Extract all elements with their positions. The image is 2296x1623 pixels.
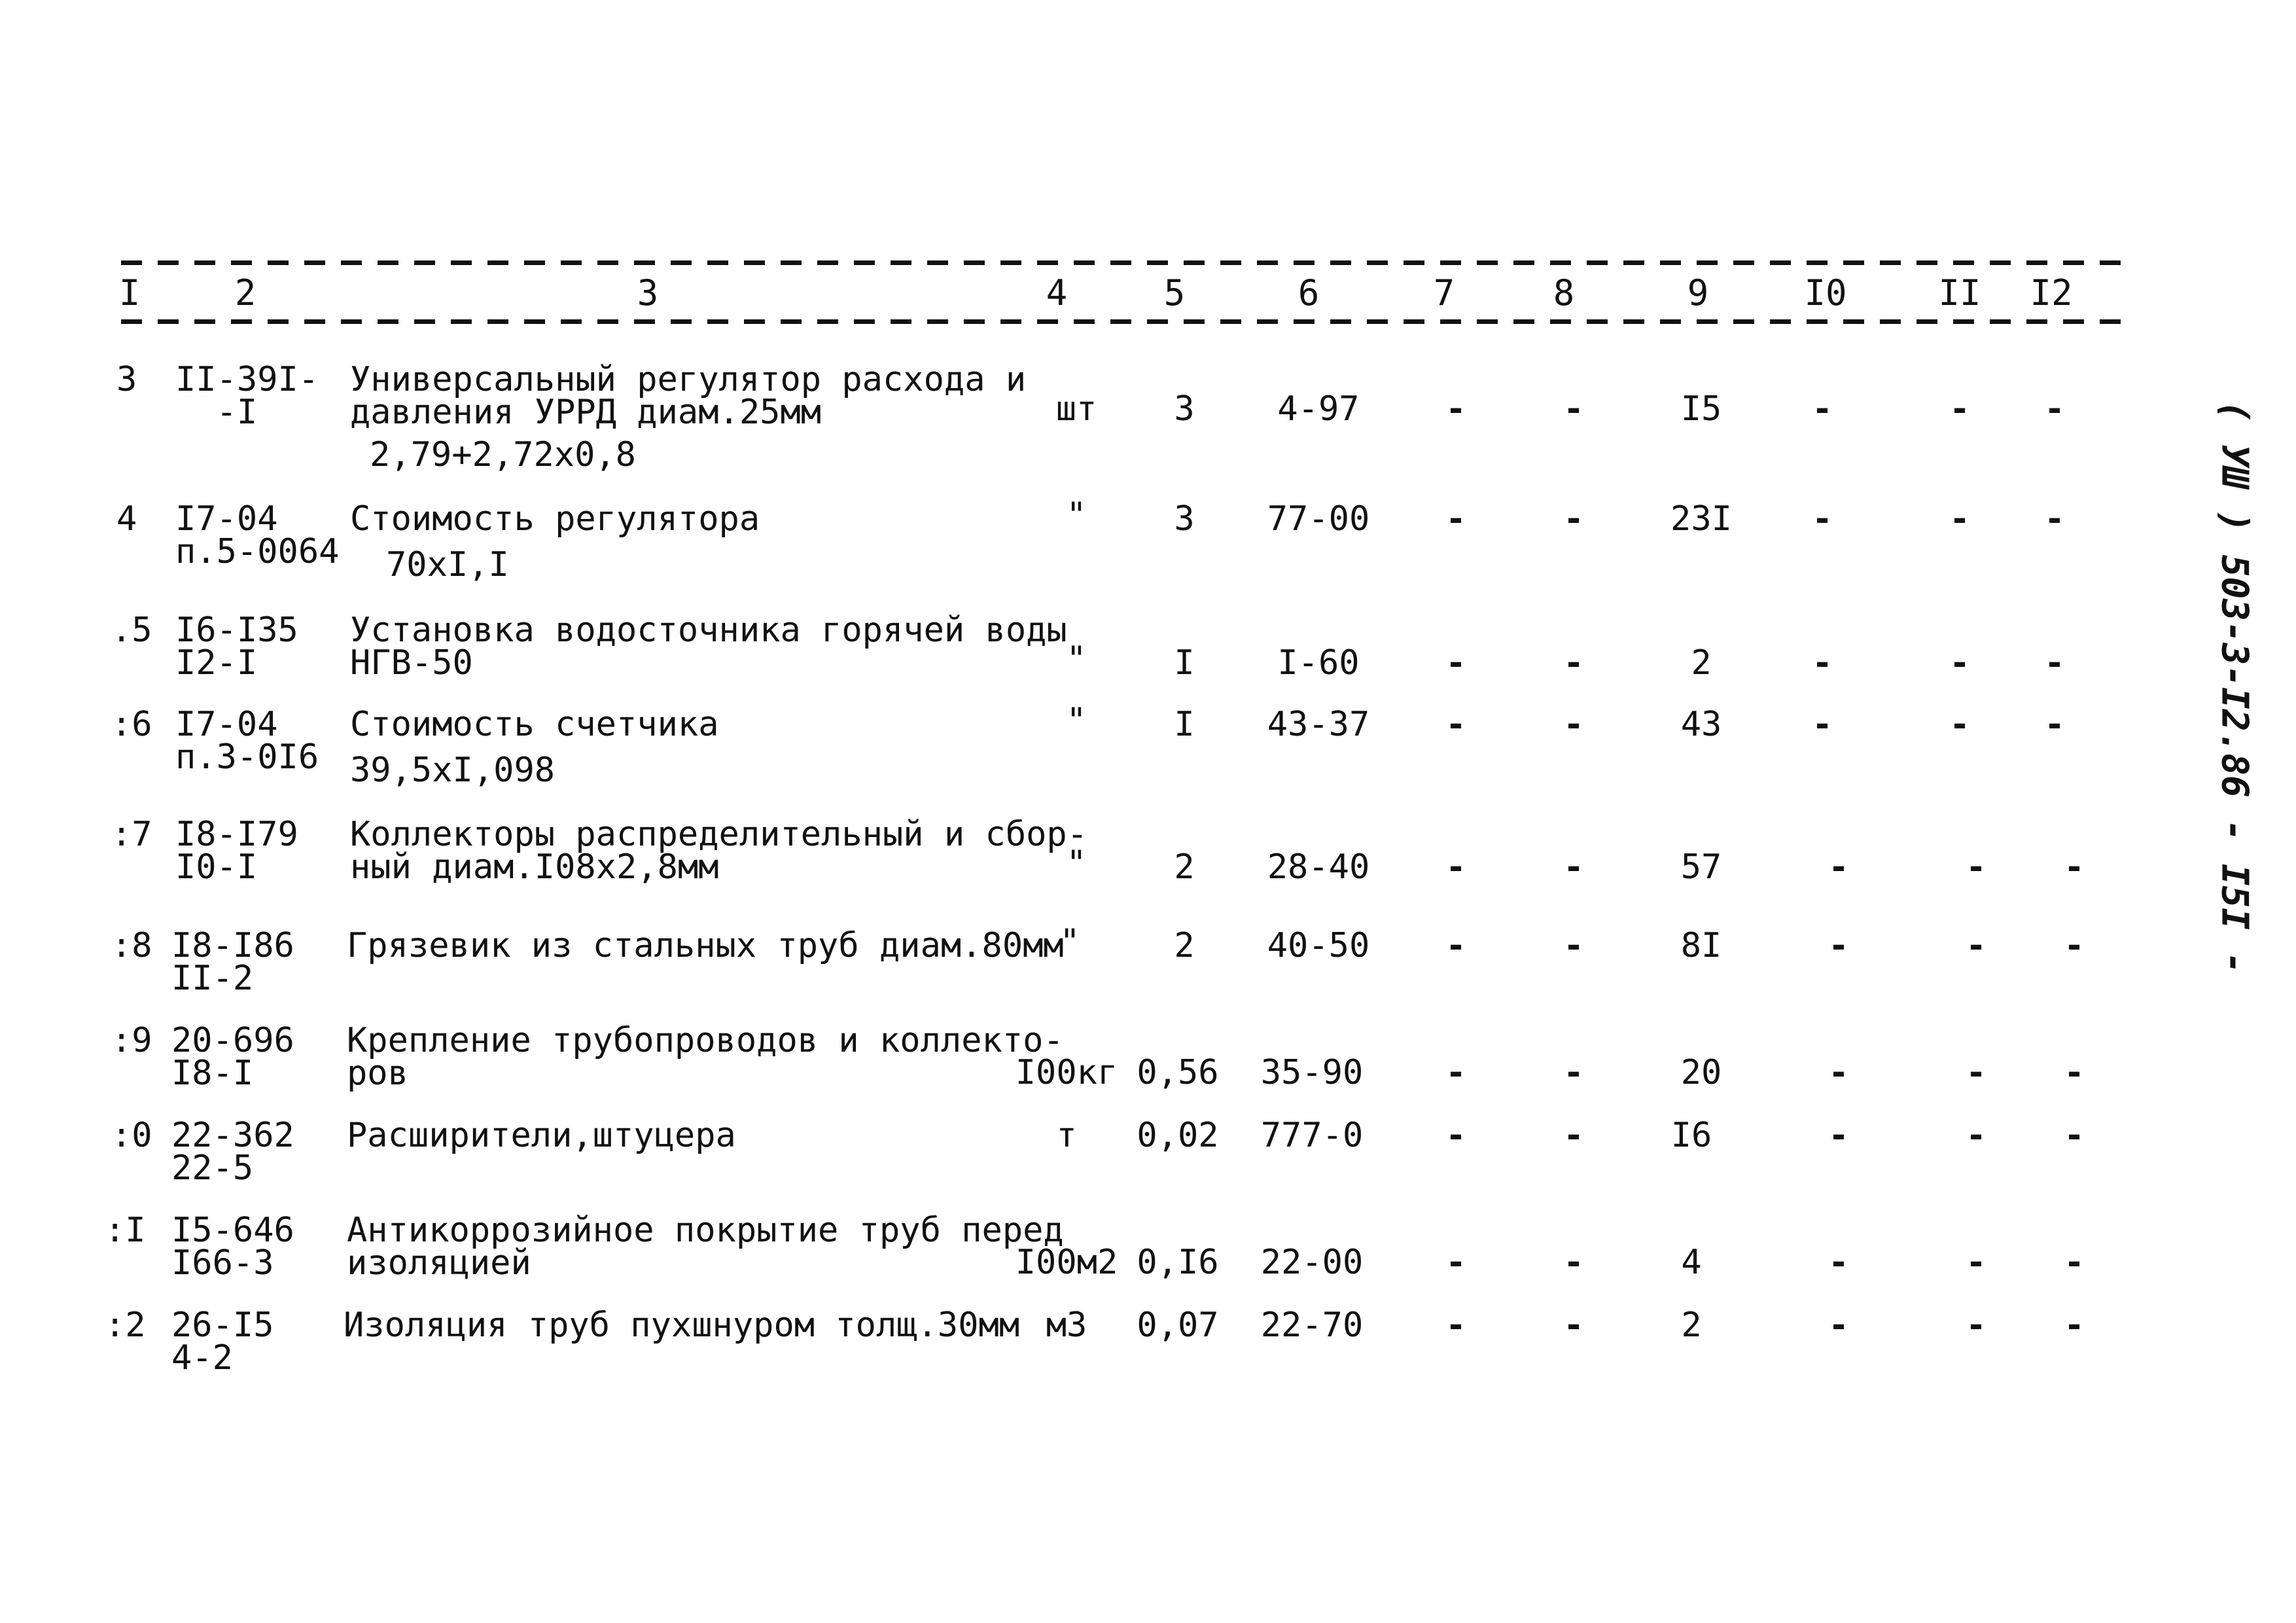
row-col12: - xyxy=(2064,847,2085,887)
column-header-7: 7 xyxy=(1433,272,1455,313)
row-unit: шт xyxy=(1055,389,1097,429)
row-unit-price: 22-00 xyxy=(1260,1243,1364,1282)
row-col8: - xyxy=(1563,705,1584,744)
row-unit: м3 xyxy=(1046,1306,1087,1345)
row-total: I5 xyxy=(1680,389,1722,429)
row-number: :I xyxy=(105,1211,146,1250)
row-number: :9 xyxy=(111,1021,152,1060)
row-col7: - xyxy=(1445,1306,1466,1345)
row-description: Коллекторы распределительный и сбор- ный диам.I08x2,8мм xyxy=(350,815,1088,887)
row-col10: - xyxy=(1828,1116,1849,1155)
row-col8: - xyxy=(1563,1243,1584,1282)
row-total: 8I xyxy=(1680,926,1722,965)
row-col11: - xyxy=(1949,705,1970,744)
row-col7: - xyxy=(1445,643,1466,683)
row-col11: - xyxy=(1966,847,1987,887)
row-col11: - xyxy=(1949,499,1970,539)
row-unit-price: 35-90 xyxy=(1260,1053,1364,1092)
row-col10: - xyxy=(1828,1243,1849,1282)
row-col7: - xyxy=(1445,1243,1466,1282)
row-col10: - xyxy=(1828,1306,1849,1345)
row-unit: " xyxy=(1066,701,1087,740)
row-calculation: 70xI,I xyxy=(386,545,509,584)
row-code: 20-696 I8-I xyxy=(171,1021,294,1093)
row-quantity: 3 xyxy=(1174,499,1195,539)
row-number: 3 xyxy=(116,360,137,399)
row-unit: " xyxy=(1066,495,1087,535)
row-total: 4 xyxy=(1681,1243,1702,1282)
row-description: Крепление трубопроводов и коллекто- ров xyxy=(347,1021,1064,1093)
row-unit: " xyxy=(1066,844,1087,883)
row-col10: - xyxy=(1828,847,1849,887)
row-col11: - xyxy=(1966,1306,1987,1345)
row-unit-price: 22-70 xyxy=(1260,1306,1364,1345)
row-total: 20 xyxy=(1680,1053,1722,1092)
row-description: Грязевик из стальных труб диам.80мм xyxy=(347,926,1064,965)
row-col7: - xyxy=(1445,705,1466,744)
row-code: I8-I79 I0-I xyxy=(175,815,298,887)
row-col12: - xyxy=(2044,499,2065,539)
row-col12: - xyxy=(2064,1243,2085,1282)
row-quantity: 0,07 xyxy=(1137,1306,1219,1345)
row-col10: - xyxy=(1812,643,1833,683)
column-header-1: I xyxy=(118,272,141,313)
row-col12: - xyxy=(2064,1306,2085,1345)
row-total: 57 xyxy=(1680,847,1722,887)
row-col11: - xyxy=(1966,1243,1987,1282)
row-unit-price: I-60 xyxy=(1277,643,1360,683)
row-unit-price: 77-00 xyxy=(1267,499,1370,539)
row-unit: I00кг xyxy=(1015,1053,1118,1092)
row-quantity: 0,02 xyxy=(1137,1116,1219,1155)
table-top-rule xyxy=(121,260,2127,265)
row-col7: - xyxy=(1445,926,1466,965)
row-col12: - xyxy=(2044,389,2065,429)
row-unit: I00м2 xyxy=(1015,1243,1118,1282)
row-unit-price: 4-97 xyxy=(1277,389,1360,429)
row-quantity: 0,I6 xyxy=(1137,1243,1219,1282)
table-header-rule xyxy=(121,319,2127,324)
row-col11: - xyxy=(1966,926,1987,965)
column-header-12: I2 xyxy=(2030,272,2073,313)
row-quantity: I xyxy=(1174,643,1195,683)
column-header-5: 5 xyxy=(1163,272,1186,313)
row-unit: т xyxy=(1056,1116,1077,1155)
row-col12: - xyxy=(2044,643,2065,683)
row-unit: " xyxy=(1059,922,1080,961)
row-col10: - xyxy=(1828,926,1849,965)
row-unit-price: 43-37 xyxy=(1267,705,1370,744)
row-number: 4 xyxy=(116,499,137,539)
row-code: I8-I86 II-2 xyxy=(171,926,294,998)
column-header-6: 6 xyxy=(1298,272,1320,313)
row-code: I5-646 I66-3 xyxy=(171,1211,294,1283)
margin-document-code-text: ( УШ ) 503-3-I2.86 - I5I - xyxy=(2213,400,2256,974)
row-number: .5 xyxy=(111,611,152,650)
row-quantity: 3 xyxy=(1174,389,1195,429)
row-col12: - xyxy=(2044,705,2065,744)
row-col7: - xyxy=(1445,1053,1466,1092)
row-total: 2 xyxy=(1691,643,1712,683)
row-number: :0 xyxy=(111,1116,152,1155)
row-col8: - xyxy=(1563,847,1584,887)
row-code: I7-04 п.3-0I6 xyxy=(175,705,319,777)
row-total: 23I xyxy=(1670,499,1732,539)
column-header-8: 8 xyxy=(1553,272,1575,313)
row-quantity: 0,56 xyxy=(1137,1053,1219,1092)
row-col12: - xyxy=(2064,926,2085,965)
column-header-2: 2 xyxy=(234,272,256,313)
row-unit: " xyxy=(1066,639,1087,679)
row-number: :7 xyxy=(111,815,152,854)
row-col8: - xyxy=(1563,1116,1584,1155)
row-total: I6 xyxy=(1670,1116,1712,1155)
row-quantity: 2 xyxy=(1174,926,1195,965)
column-header-4: 4 xyxy=(1046,272,1068,313)
row-code: I7-04 п.5-0064 xyxy=(175,499,340,571)
row-code: II-39I- -I xyxy=(175,360,319,432)
row-col12: - xyxy=(2064,1053,2085,1092)
row-col11: - xyxy=(1949,643,1970,683)
row-col8: - xyxy=(1563,926,1584,965)
row-description: Изоляция труб пухшнуром толщ.30мм xyxy=(344,1306,1020,1345)
column-header-10: I0 xyxy=(1804,272,1847,313)
row-quantity: 2 xyxy=(1174,847,1195,887)
row-code: 22-362 22-5 xyxy=(171,1116,294,1188)
row-code: 26-I5 4-2 xyxy=(171,1306,274,1378)
row-col8: - xyxy=(1563,1306,1584,1345)
row-col12: - xyxy=(2064,1116,2085,1155)
row-col10: - xyxy=(1812,389,1833,429)
row-col11: - xyxy=(1949,389,1970,429)
row-col7: - xyxy=(1445,499,1466,539)
row-unit-price: 28-40 xyxy=(1267,847,1370,887)
row-description: Стоимость счетчика xyxy=(350,705,719,744)
row-quantity: I xyxy=(1174,705,1195,744)
row-number: :6 xyxy=(111,705,152,744)
row-unit-price: 777-0 xyxy=(1260,1116,1364,1155)
row-number: :8 xyxy=(111,926,152,965)
row-description: Стоимость регулятора xyxy=(350,499,760,539)
row-description: Универсальный регулятор расхода и давления УРРД диам.25мм xyxy=(350,360,1027,432)
row-description: Расширители,штуцера xyxy=(347,1116,736,1155)
row-col8: - xyxy=(1563,389,1584,429)
column-header-9: 9 xyxy=(1687,272,1709,313)
column-header-11: II xyxy=(1938,272,1981,313)
row-col7: - xyxy=(1445,847,1466,887)
row-col10: - xyxy=(1812,705,1833,744)
row-number: :2 xyxy=(105,1306,146,1345)
column-header-3: 3 xyxy=(637,272,659,313)
row-col10: - xyxy=(1828,1053,1849,1092)
row-col8: - xyxy=(1563,499,1584,539)
row-col8: - xyxy=(1563,643,1584,683)
row-col11: - xyxy=(1966,1053,1987,1092)
row-col10: - xyxy=(1812,499,1833,539)
row-col8: - xyxy=(1563,1053,1584,1092)
row-description: Антикоррозийное покрытие труб перед изоляцией xyxy=(347,1211,1064,1283)
row-calculation: 2,79+2,72x0,8 xyxy=(370,435,636,474)
row-col7: - xyxy=(1445,1116,1466,1155)
row-description: Установка водосточника горячей воды НГВ-50 xyxy=(350,611,1067,683)
row-unit-price: 40-50 xyxy=(1267,926,1370,965)
row-col7: - xyxy=(1445,389,1466,429)
row-col11: - xyxy=(1966,1116,1987,1155)
row-total: 2 xyxy=(1681,1306,1702,1345)
row-code: I6-I35 I2-I xyxy=(175,611,298,683)
margin-document-code xyxy=(2213,400,2256,974)
row-calculation: 39,5xI,098 xyxy=(350,751,556,790)
row-total: 43 xyxy=(1680,705,1722,744)
